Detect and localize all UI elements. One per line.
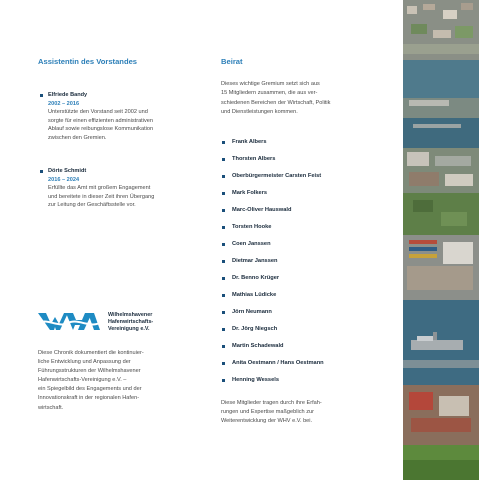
- list-item: [222, 376, 324, 393]
- list-item: [222, 240, 324, 257]
- member-name: Oberbürgermeister Carsten Feist: [232, 173, 322, 179]
- list-item: [222, 274, 324, 291]
- person-schmidt: [48, 167, 154, 210]
- person-name: Elfriede Bandy: [48, 92, 88, 98]
- list-item: [222, 325, 324, 342]
- member-name: Dietmar Janssen: [232, 258, 278, 264]
- footer-line: rungen und Expertise maßgeblich zur: [221, 409, 314, 416]
- member-name: Coen Janssen: [232, 241, 271, 247]
- member-name: Jörn Neumann: [232, 309, 272, 315]
- beirat-footer-text: [221, 399, 371, 426]
- bullet-icon: [222, 277, 225, 280]
- chronik-line: Innovationskraft in der regionalen Hafen-: [38, 395, 140, 402]
- heading-beirat: Beirat: [221, 57, 243, 66]
- bullet-icon: [222, 158, 225, 161]
- chronik-text: [38, 349, 188, 413]
- heading-assistentin: Assistentin des Vorstandes: [38, 57, 138, 66]
- list-item: [222, 291, 324, 308]
- list-item: [222, 223, 324, 240]
- chronik-line: liche Entwicklung und Anpassung der: [38, 359, 131, 366]
- chronik-line: Diese Chronik dokumentiert die kontinuier-: [38, 350, 144, 356]
- person-desc-line: zwischen den Gremien.: [48, 134, 107, 141]
- chronik-line: Hafenwirtschafts-Vereinigung e.V. –: [38, 377, 127, 384]
- person-desc-line: zur Leitung der Geschäftsstelle vor.: [48, 202, 136, 209]
- list-item: [222, 342, 324, 359]
- bullet-icon: [222, 260, 225, 263]
- person-years: 2016 – 2024: [48, 176, 80, 183]
- intro-line: und Dienstleistungen kommen.: [221, 109, 298, 116]
- member-name: Mark Folkers: [232, 190, 268, 196]
- intro-line: schiedenen Bereichen der Wirtschaft, Politik: [221, 99, 331, 106]
- list-item: [222, 155, 324, 172]
- person-years: 2002 – 2016: [48, 100, 80, 107]
- bullet-icon: [222, 311, 225, 314]
- bullet-icon: [40, 170, 43, 173]
- list-item: [222, 257, 324, 274]
- person-name: Dörte Schmidt: [48, 168, 87, 174]
- person-desc-line: sorgte für einen effizienten administrativen: [48, 117, 153, 124]
- logo-text-line: Wilhelmshavener: [108, 312, 153, 318]
- list-item: [222, 189, 324, 206]
- logo-text-line: Hafenwirtschafts-: [108, 319, 154, 325]
- footer-line: Weiterentwicklung der WHV e.V. bei.: [221, 418, 313, 425]
- bullet-icon: [222, 243, 225, 246]
- member-name: Marc-Oliver Hauswald: [232, 207, 292, 213]
- list-item: [222, 138, 324, 155]
- member-name: Thorsten Albers: [232, 156, 276, 162]
- whv-logo: [38, 306, 198, 336]
- whv-logo-icon: [38, 310, 100, 332]
- person-bandy: [48, 91, 153, 143]
- bullet-icon: [40, 94, 43, 97]
- aerial-harbor-photo: [403, 0, 479, 480]
- chronik-line: wirtschaft.: [38, 404, 64, 411]
- list-item: [222, 172, 324, 189]
- member-name: Frank Albers: [232, 139, 267, 145]
- chronik-line: Führungsstrukturen der Wilhelmshavener: [38, 368, 141, 375]
- footer-line: Diese Mitglieder tragen durch ihre Erfah-: [221, 400, 322, 406]
- person-desc-line: Ablauf sowie reibungslose Kommunikation: [48, 126, 154, 133]
- bullet-icon: [222, 379, 225, 382]
- logo-text-line: Vereinigung e.V.: [108, 326, 150, 332]
- person-desc-line: Erfüllte das Amt mit großem Engagement: [48, 185, 151, 192]
- bullet-icon: [222, 141, 225, 144]
- list-item: [222, 359, 324, 376]
- member-name: Anita Oestmann / Hans Oestmann: [232, 360, 324, 366]
- bullet-icon: [222, 175, 225, 178]
- aerial-harbor-photo-icon: [403, 0, 479, 480]
- member-name: Dr. Jörg Niegsch: [232, 326, 278, 332]
- person-desc-line: und bereitete in dieser Zeit ihren Übergang: [48, 193, 155, 200]
- intro-line: 15 Mitgliedern zusammen, die aus ver-: [221, 90, 318, 97]
- bullet-icon: [222, 345, 225, 348]
- logo-text: [108, 312, 153, 333]
- member-name: Henning Wessels: [232, 377, 279, 383]
- bullet-icon: [222, 328, 225, 331]
- list-item: [222, 308, 324, 325]
- beirat-intro: [221, 80, 371, 118]
- bullet-icon: [222, 226, 225, 229]
- member-list: [222, 138, 324, 393]
- bullet-icon: [222, 294, 225, 297]
- list-item: [222, 206, 324, 223]
- bullet-icon: [222, 362, 225, 365]
- bullet-icon: [222, 192, 225, 195]
- member-name: Mathias Lüdicke: [232, 292, 277, 298]
- bullet-icon: [222, 209, 225, 212]
- member-name: Torsten Hooke: [232, 224, 272, 230]
- chronik-line: ein Spiegelbild des Engagements und der: [38, 386, 142, 393]
- member-name: Dr. Benno Krüger: [232, 275, 280, 281]
- member-name: Martin Schadewald: [232, 343, 284, 349]
- person-desc-line: Unterstützte den Vorstand seit 2002 und: [48, 109, 148, 116]
- intro-line: Dieses wichtige Gremium setzt sich aus: [221, 81, 320, 87]
